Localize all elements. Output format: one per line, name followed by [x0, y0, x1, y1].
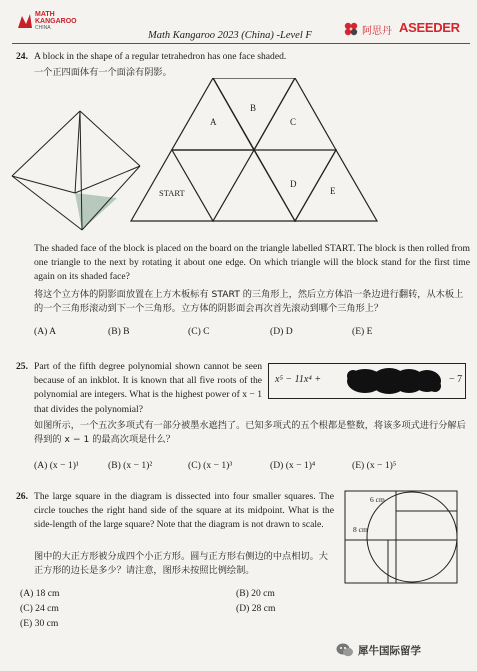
- q26-number: 26.: [16, 491, 28, 502]
- q26-stem: The large square in the diagram is dissected into four smaller squares. The circle touches the right hand side of the square at its midpoint. What is the side-length of the large square? Note that the diagram is not drawn to scale.: [34, 491, 334, 531]
- math-kangaroo-logo: [16, 10, 76, 38]
- triangle-board: [131, 78, 377, 221]
- board-label-e: E: [330, 186, 336, 196]
- q24-option-d[interactable]: (D) D: [270, 326, 293, 337]
- tetrahedron-figure: [12, 111, 140, 230]
- page-title: Math Kangaroo 2023 (China) -Level F: [148, 30, 312, 41]
- logo-line1: MATH: [35, 11, 55, 18]
- q25-option-a[interactable]: (A) (x − 1)¹: [34, 460, 79, 471]
- q24-figure: [10, 78, 470, 238]
- board-label-start: START: [159, 188, 185, 198]
- q25-option-b[interactable]: (B) (x − 1)²: [108, 460, 153, 471]
- brand-cn: 阿思丹: [362, 26, 392, 37]
- logo-line3: CHINA: [35, 25, 51, 31]
- q24-body-cn: 将这个立方体的阴影面放置在上方木板标有 START 的三角形上，然后立方体沿一条边进行翻转，从木板上的一个三角形滚动到下一个三角形。立方体的阴影面会再次首先滚动到哪个三角形上？: [34, 289, 464, 314]
- board-label-a: A: [210, 117, 217, 127]
- q26-option-e[interactable]: (E) 30 cm: [20, 618, 59, 629]
- aseeder-logo: [343, 19, 471, 41]
- label-6cm: 6 cm: [370, 495, 385, 504]
- brand-en: ASEEDER: [399, 20, 460, 35]
- large-square: [345, 491, 457, 583]
- board-label-b: B: [250, 103, 257, 113]
- q24-number: 24.: [16, 51, 28, 62]
- q26-option-d[interactable]: (D) 28 cm: [236, 603, 276, 614]
- watermark-text: 犀牛国际留学: [358, 645, 421, 657]
- board-label-d: D: [290, 179, 297, 189]
- q24-option-c[interactable]: (C) C: [188, 326, 210, 337]
- q26-option-c[interactable]: (C) 24 cm: [20, 603, 59, 614]
- q24-stem: A block in the shape of a regular tetrahedron has one face shaded.: [34, 51, 287, 62]
- q25-option-d[interactable]: (D) (x − 1)⁴: [270, 460, 316, 471]
- q25-option-e[interactable]: (E) (x − 1)⁵: [352, 460, 397, 471]
- q24-body: The shaded face of the block is placed on the board on the triangle labelled START. The block is then rolled from one triangle to the next by rotating it about one edge. On which triangle will the block stand for the first time again on its shaded face?: [34, 243, 470, 283]
- header-rule: [12, 43, 470, 44]
- q26-figure: [342, 488, 464, 588]
- q24-option-e[interactable]: (E) E: [352, 326, 373, 337]
- q26-option-b[interactable]: (B) 20 cm: [236, 588, 275, 599]
- q25-body-cn: 如图所示，一个五次多项式有一部分被墨水遮挡了。已知多项式的五个根都是整数，将该多项式进行分解后得到的 x − 1 的最高次项是什么？: [34, 420, 466, 445]
- q25-stem: Part of the fifth degree polynomial shown cannot be seen because of an inkblot. It is known that all five roots of the polynomial are integers. What is the highest power of x − 1 that divides the polynomial?: [34, 361, 262, 415]
- header: [0, 0, 477, 40]
- aseeder-logo-icon: [343, 21, 359, 37]
- polynomial-left: x⁵ − 11x⁴ +: [275, 374, 322, 385]
- polynomial-right: − 7: [449, 374, 463, 385]
- q26-option-a[interactable]: (A) 18 cm: [20, 588, 60, 599]
- logo-line2: KANGAROO: [35, 18, 77, 25]
- board-label-c: C: [290, 117, 297, 127]
- kangaroo-logo-icon: [16, 12, 34, 30]
- q26-body-cn: 图中的大正方形被分成四个小正方形。圆与正方形右侧边的中点相切。大正方形的边长是多少？请注意，图形未按照比例绘制。: [34, 551, 328, 576]
- q25-option-c[interactable]: (C) (x − 1)³: [188, 460, 233, 471]
- inkblot: [345, 367, 445, 395]
- q25-polynomial-box: [268, 363, 466, 399]
- q24-stem-cn: 一个正四面体有一个面涂有阴影。: [34, 67, 172, 78]
- q24-option-a[interactable]: (A) A: [34, 326, 57, 337]
- q24-option-b[interactable]: (B) B: [108, 326, 130, 337]
- label-8cm: 8 cm: [353, 525, 368, 534]
- wechat-icon: [336, 642, 354, 658]
- circle: [367, 492, 457, 582]
- q25-number: 25.: [16, 361, 28, 372]
